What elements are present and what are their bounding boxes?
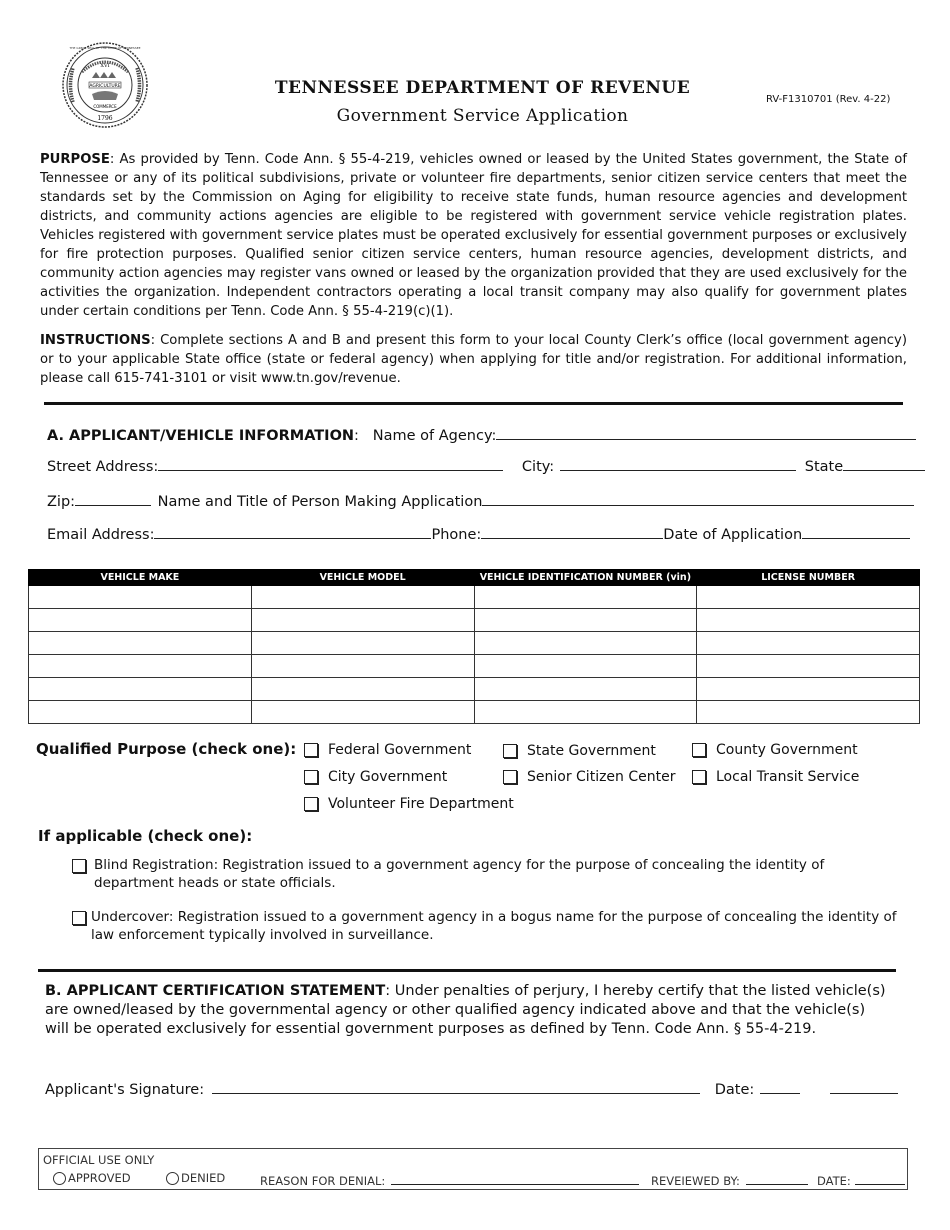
- phone-input[interactable]: [481, 524, 663, 539]
- checkbox[interactable]: [304, 797, 318, 811]
- blind-checkbox[interactable]: [72, 859, 86, 873]
- contact-row: [47, 524, 910, 543]
- signature-input[interactable]: [212, 1079, 700, 1094]
- section-a-colon: :: [354, 428, 359, 444]
- option-senior[interactable]: [503, 769, 675, 785]
- seal-top-text: THE GREAT SEAL OF THE STATE OF TENNESSEE: [69, 46, 141, 50]
- email-label: Email Address:: [47, 527, 155, 543]
- reviewed-row: [651, 1172, 808, 1188]
- agency-label: Name of Agency:: [372, 428, 497, 444]
- qualified-purpose-label: Qualified Purpose (check one):: [36, 740, 297, 758]
- blind-text: Blind Registration: Registration issued to a government agency for the purpose of concealing the identity of department heads or state officials.: [94, 857, 825, 891]
- purpose-label: PURPOSE: [40, 152, 110, 167]
- section-a-heading: A. APPLICANT/VEHICLE INFORMATION: [47, 428, 355, 444]
- approved-radio[interactable]: [53, 1172, 66, 1185]
- official-date-input[interactable]: [855, 1172, 905, 1185]
- option-label: Volunteer Fire Department: [328, 796, 514, 812]
- agency-row: [47, 425, 916, 444]
- table-cell[interactable]: [251, 586, 474, 609]
- checkbox[interactable]: [692, 743, 706, 757]
- option-label: Federal Government: [328, 742, 472, 758]
- option-label: State Government: [527, 743, 656, 759]
- vehicle-table: [28, 569, 920, 724]
- date-label: Date of Application: [663, 527, 803, 543]
- checkbox[interactable]: [692, 770, 706, 784]
- denied-radio[interactable]: [166, 1172, 179, 1185]
- option-fire[interactable]: [304, 796, 514, 812]
- email-input[interactable]: [154, 524, 431, 539]
- option-label: County Government: [716, 742, 858, 758]
- form-title: Government Service Application: [336, 106, 629, 126]
- signature-date-input-2[interactable]: [830, 1079, 898, 1094]
- table-cell[interactable]: [697, 609, 920, 632]
- option-transit[interactable]: [692, 769, 859, 785]
- table-cell[interactable]: [474, 655, 697, 678]
- phone-label: Phone:: [431, 527, 482, 543]
- form-number: RV-F1310701 (Rev. 4-22): [766, 94, 891, 105]
- signature-row: [45, 1079, 898, 1098]
- option-federal[interactable]: [304, 742, 471, 758]
- address-row: [47, 456, 925, 475]
- street-label: Street Address:: [47, 459, 159, 475]
- table-cell[interactable]: [474, 609, 697, 632]
- table-cell[interactable]: [474, 632, 697, 655]
- table-cell[interactable]: [251, 678, 474, 701]
- section-divider: [44, 402, 903, 405]
- official-date-row: [817, 1172, 905, 1188]
- seal-year: 1796: [97, 115, 113, 122]
- city-input[interactable]: [560, 456, 796, 471]
- table-cell[interactable]: [29, 632, 252, 655]
- table-cell[interactable]: [697, 655, 920, 678]
- table-cell[interactable]: [474, 701, 697, 724]
- certification-statement: [45, 982, 890, 1039]
- table-cell[interactable]: [29, 701, 252, 724]
- purpose-paragraph: [40, 150, 907, 321]
- signature-label: Applicant's Signature:: [45, 1082, 205, 1098]
- application-date-input[interactable]: [802, 524, 910, 539]
- option-label: Senior Citizen Center: [527, 769, 676, 785]
- state-input[interactable]: [843, 456, 925, 471]
- table-cell[interactable]: [697, 678, 920, 701]
- official-use-title: OFFICIAL USE ONLY: [43, 1153, 155, 1167]
- official-date-label: DATE:: [817, 1174, 851, 1188]
- instructions-paragraph: [40, 331, 907, 388]
- section-b-heading: B. APPLICANT CERTIFICATION STATEMENT: [45, 983, 386, 999]
- undercover-text: Undercover: Registration issued to a government agency in a bogus name for the purpose of concealing the identity of law enforcement typically involved in surveillance.: [91, 909, 897, 943]
- table-header-row: [29, 570, 920, 586]
- table-cell[interactable]: [697, 701, 920, 724]
- reason-label: REASON FOR DENIAL:: [260, 1174, 386, 1188]
- department-title: TENNESSEE DEPARTMENT OF REVENUE: [274, 78, 691, 98]
- table-cell[interactable]: [474, 678, 697, 701]
- checkbox[interactable]: [503, 770, 517, 784]
- city-label: City:: [521, 459, 555, 475]
- zip-person-row: [47, 491, 914, 510]
- section-divider: [38, 969, 896, 972]
- seal-numeral: XVI: [100, 63, 110, 69]
- purpose-text: : As provided by Tenn. Code Ann. § 55-4-219, vehicles owned or leased by the United States government, the State of Tennessee or any of its political subdivisions, private or volunteer fire departments, senior citizen service centers that meet the standards set by the Commission on Aging for eligibility to receive state funds, human resource agencies and development districts, and community actions agencies are eligible to be registered with government service vehicle registration plates. Vehicles registered with government service plates must be operated exclusively for essential government purposes or exclusively for fire protection purposes. Qualified senior citizen service centers, human resource agencies, development districts, and community action agencies may register vans owned or leased by the organization provided that they are used exclusively for the activities the organization. Independent contractors operating a local transit company may also qualify for government plates under certain conditions per Tenn. Code Ann. § 55-4-219(c)(1).: [40, 152, 907, 319]
- table-row: [29, 678, 920, 701]
- table-row: [29, 632, 920, 655]
- table-row: [29, 609, 920, 632]
- certification-text: : Under penalties of perjury, I hereby certify that the listed vehicle(s) are owned/leased by the governmental agency or other qualified agency indicated above and that the vehicle(s) will be operated exclusively for essential government purposes as defined by Tenn. Code Ann. § 55-4-219.: [45, 983, 886, 1037]
- zip-input[interactable]: [75, 491, 151, 506]
- official-use-box: [38, 1148, 908, 1190]
- option-label: City Government: [328, 769, 448, 785]
- option-city[interactable]: [304, 769, 447, 785]
- reviewed-label: REVEIEWED BY:: [651, 1174, 740, 1188]
- checkbox[interactable]: [304, 743, 318, 757]
- col-header-vin: VEHICLE IDENTIFICATION NUMBER (vin): [474, 570, 697, 586]
- table-row: [29, 701, 920, 724]
- instructions-text: : Complete sections A and B and present this form to your local County Clerk’s office (local government agency) or to your applicable State office (state or federal agency) when applying for title and/or registration. For additional information, please call 615-741-3101 or visit www.tn.gov/revenue.: [40, 333, 907, 386]
- table-row: [29, 586, 920, 609]
- zip-label: Zip:: [47, 494, 76, 510]
- signature-date-label: Date:: [714, 1082, 755, 1098]
- approved-option[interactable]: [53, 1171, 131, 1185]
- table-cell[interactable]: [29, 609, 252, 632]
- table-cell[interactable]: [251, 655, 474, 678]
- agency-input[interactable]: [496, 425, 916, 440]
- table-cell[interactable]: [29, 586, 252, 609]
- option-county[interactable]: [692, 742, 858, 758]
- table-cell[interactable]: [251, 701, 474, 724]
- state-label: State: [804, 459, 844, 475]
- instructions-label: INSTRUCTIONS: [40, 333, 151, 348]
- reviewed-input[interactable]: [746, 1172, 808, 1185]
- undercover-checkbox[interactable]: [72, 911, 86, 925]
- table-cell[interactable]: [697, 586, 920, 609]
- person-input[interactable]: [482, 491, 914, 506]
- seal-commerce: COMMERCE: [93, 104, 117, 109]
- option-label: Local Transit Service: [716, 769, 860, 785]
- denied-label: DENIED: [181, 1171, 226, 1185]
- table-cell[interactable]: [697, 632, 920, 655]
- table-cell[interactable]: [29, 678, 252, 701]
- table-cell[interactable]: [251, 632, 474, 655]
- reason-row: [260, 1172, 639, 1188]
- table-cell[interactable]: [474, 586, 697, 609]
- approved-label: APPROVED: [68, 1171, 131, 1185]
- checkbox[interactable]: [304, 770, 318, 784]
- option-state[interactable]: [503, 743, 656, 759]
- checkbox[interactable]: [503, 744, 517, 758]
- signature-date-input[interactable]: [760, 1079, 800, 1094]
- table-row: [29, 655, 920, 678]
- col-header-make: VEHICLE MAKE: [29, 570, 252, 586]
- street-input[interactable]: [158, 456, 503, 471]
- if-applicable-label: If applicable (check one):: [38, 827, 253, 845]
- reason-input[interactable]: [391, 1172, 639, 1185]
- table-cell[interactable]: [251, 609, 474, 632]
- table-cell[interactable]: [29, 655, 252, 678]
- denied-option[interactable]: [166, 1171, 225, 1185]
- person-label: Name and Title of Person Making Application: [157, 494, 483, 510]
- col-header-license: LICENSE NUMBER: [697, 570, 920, 586]
- col-header-model: VEHICLE MODEL: [251, 570, 474, 586]
- seal-center-text: AGRICULTURE: [89, 84, 121, 89]
